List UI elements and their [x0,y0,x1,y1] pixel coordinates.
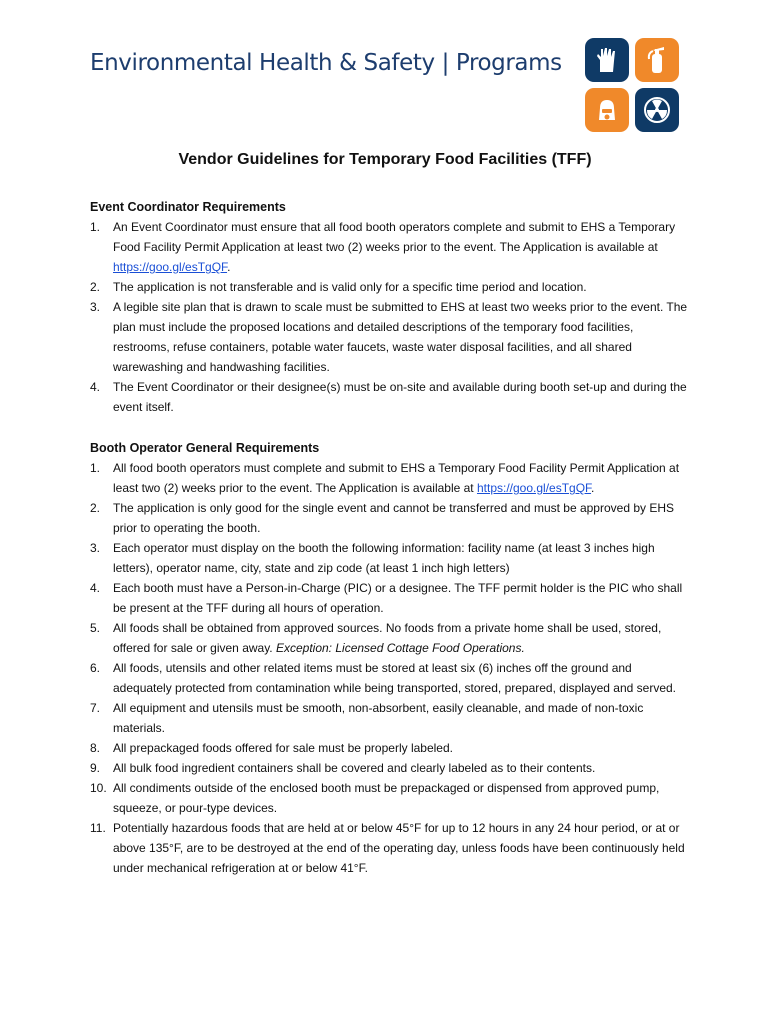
glove-icon [585,38,629,82]
document-title: Vendor Guidelines for Temporary Food Facilities (TFF) [178,151,592,168]
coordinator-section [90,197,690,417]
list-item: 8. All prepackaged foods offered for sale must be properly labeled. [90,741,453,755]
list-item: 11. Potentially hazardous foods that are held at or below 45°F for up to 12 hours in any 24 hour period, or at or above 135°F, are to be destroyed at the end of the operating day, unless foods have been continuously held under mechanical refrigeration at or below 41°F. [90,821,685,875]
list-item: 2. The application is not transferable and is valid only for a specific time period and location. [90,280,587,294]
exception-note: Exception: Licensed Cottage Food Operations. [275,641,525,655]
list-item: 6. All foods, utensils and other related items must be stored at least six (6) inches off the ground and adequately protected from contamination while being transported, stored, prepared, displayed and served. [90,661,677,695]
respirator-icon [585,88,629,132]
list-item: 7. All equipment and utensils must be smooth, non-absorbent, easily cleanable, and made of non-toxic materials. [90,701,644,735]
radiation-icon [635,88,679,132]
operator-section [90,438,690,878]
list-item: 3. Each operator must display on the booth the following information: facility name (at least 3 inches high letters), operator name, city, state and zip code (at least 1 inch high letters) [90,541,655,575]
operator-heading: Booth Operator General Requirements [90,441,320,455]
list-item: 4. The Event Coordinator or their designee(s) must be on-site and available during booth set-up and during the event itself. [90,380,687,414]
operator-list [90,458,690,878]
list-item: 9. All bulk food ingredient containers shall be covered and clearly labeled as to their contents. [90,761,596,775]
ehs-logo [585,38,681,134]
list-item: 1. All food booth operators must complete and submit to EHS a Temporary Food Facility Permit Application at least two (2) weeks prior to the event. The Application is available at https://goo.gl/esTgQF. [90,461,680,495]
list-item: 3. A legible site plan that is drawn to scale must be submitted to EHS at least two weeks prior to the event. The plan must include the proposed locations and detailed descriptions of the temporary food facilities, restrooms, refuse containers, potable water faucets, waste water disposal facilities, and all shared warewashing and handwashing facilities. [90,300,688,374]
list-item: 10. All condiments outside of the enclosed booth must be prepackaged or dispensed from approved pump, squeeze, or pour-type devices. [90,781,660,815]
list-item: 1. An Event Coordinator must ensure that all food booth operators complete and submit to EHS a Temporary Food Facility Permit Application at least two (2) weeks prior to the event. The Application is available at https://goo.gl/esTgQF. [90,220,676,274]
list-item: 2. The application is only good for the single event and cannot be transferred and must be approved by EHS prior to operating the booth. [90,501,675,535]
fire-extinguisher-icon [635,38,679,82]
coordinator-list [90,217,690,417]
application-link[interactable]: https://goo.gl/esTgQF [113,260,228,274]
coordinator-heading: Event Coordinator Requirements [90,200,286,214]
list-item: 5. All foods shall be obtained from approved sources. No foods from a private home shall be used, stored, offered for sale or given away. Exception: Licensed Cottage Food Operations. [90,621,662,655]
page-header-title: Environmental Health & Safety | Programs [90,50,562,76]
application-link[interactable]: https://goo.gl/esTgQF [476,481,592,495]
list-item: 4. Each booth must have a Person-in-Charge (PIC) or a designee. The TFF permit holder is the PIC who shall be present at the TFF during all hours of operation. [90,581,683,615]
